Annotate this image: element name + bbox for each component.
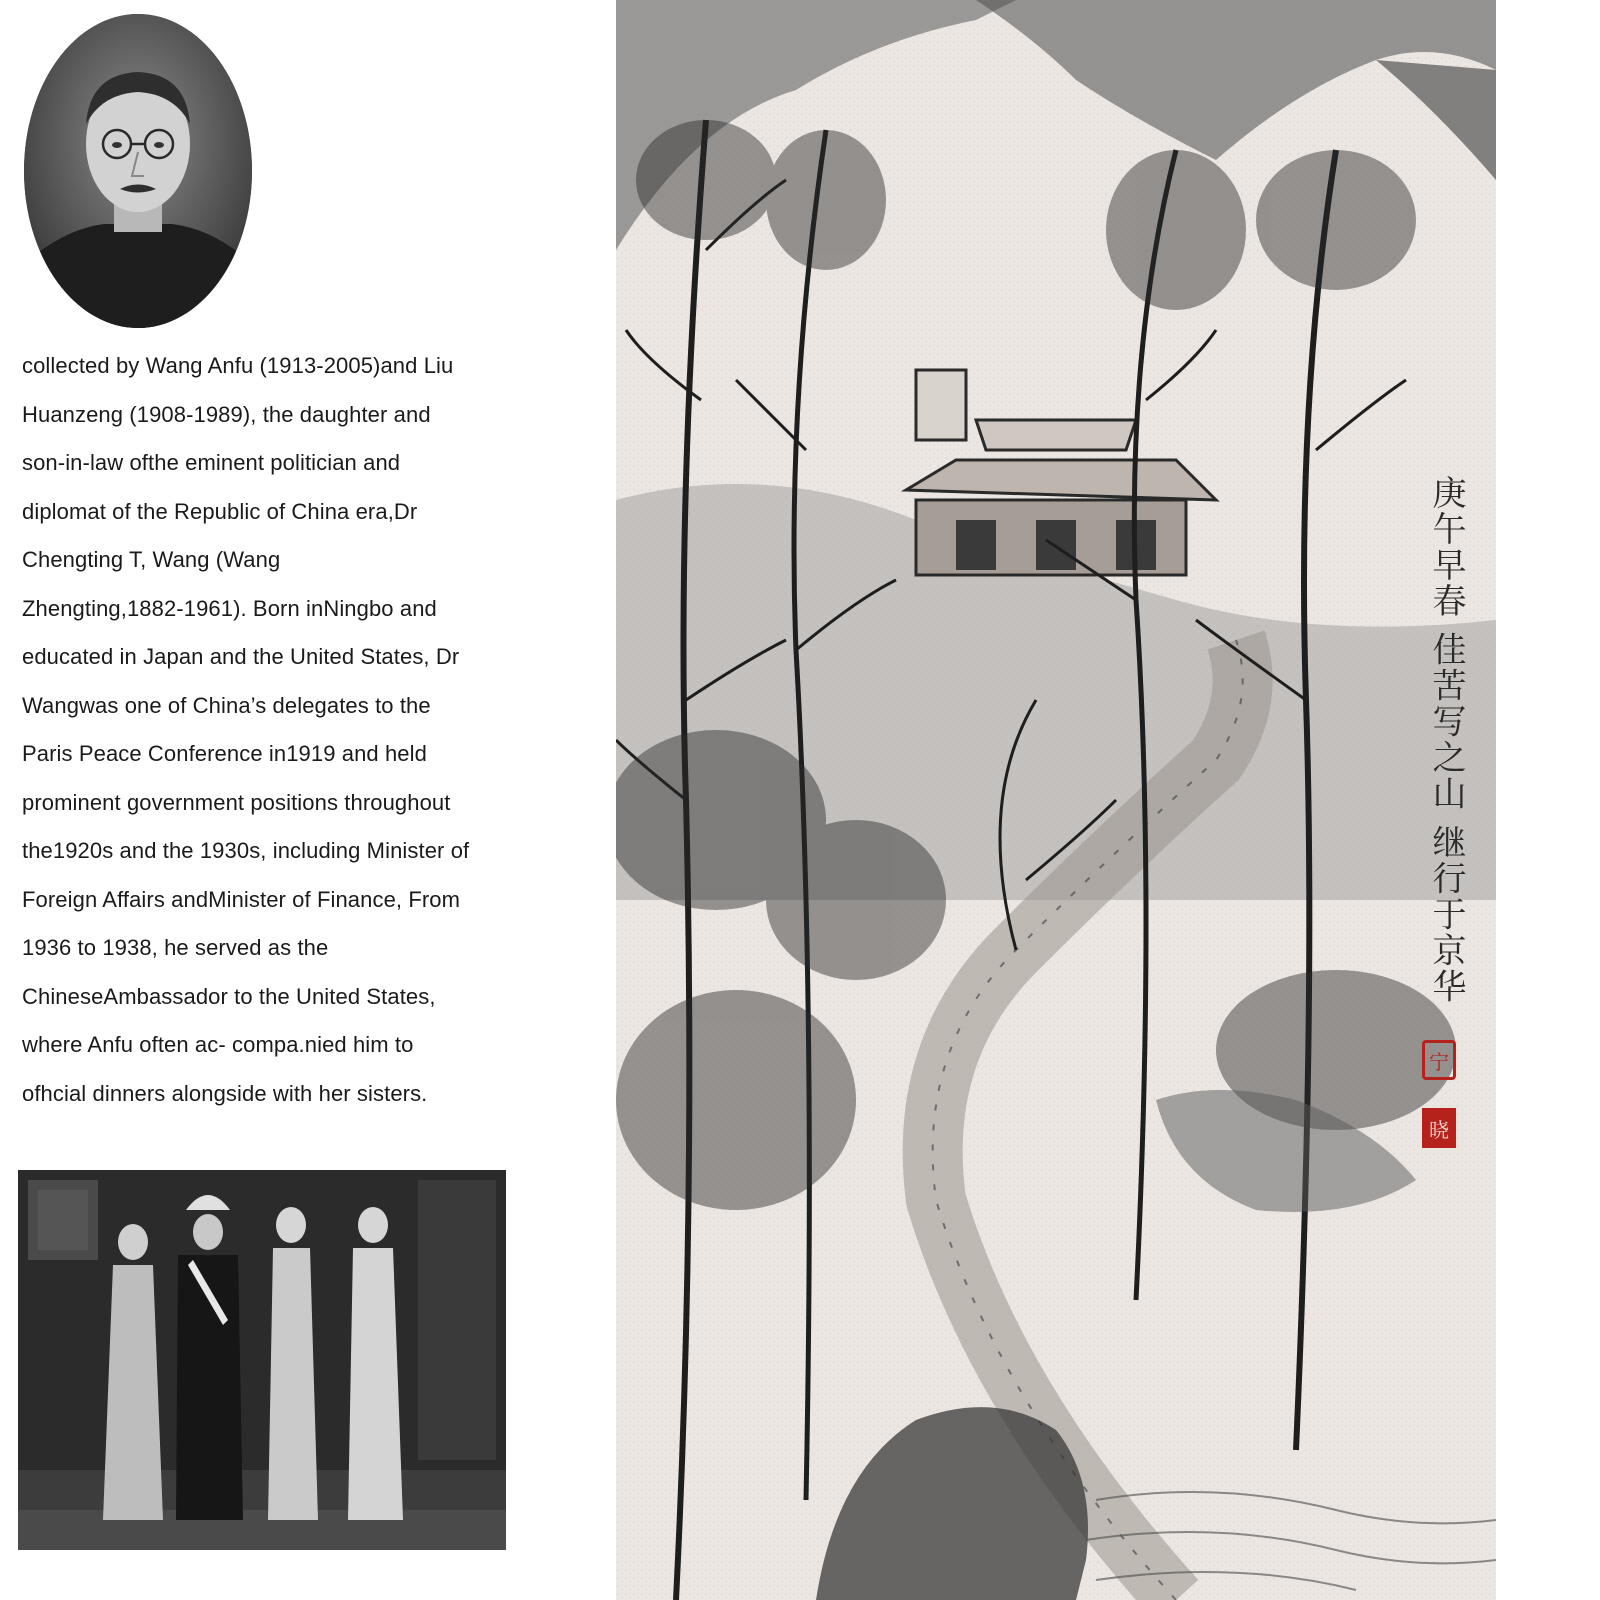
bio-line: diplomat of the Republic of China era,Dr [22,498,418,524]
bio-line: 1936 to 1938, he served as the [22,935,329,960]
landscape-painting [616,0,1496,1600]
artist-seal-2: 晓 [1422,1108,1456,1148]
portrait-photo [24,14,252,328]
bio-line: Wangwas one of China’s delegates to the [22,692,431,718]
bio-line: Chengting T, Wang (Wang [22,547,281,572]
bio-line: Paris Peace Conference in1919 and held [22,741,427,766]
artist-seal-1: 宁 [1422,1040,1456,1080]
bio-line: Huanzeng (1908-1989), the daughter and [22,401,431,427]
biography-text [22,342,522,1118]
group-photo [18,1170,506,1550]
bio-line: Foreign Affairs andMinister of Finance, From [22,886,461,912]
bio-line: educated in Japan and the United States, Dr [22,644,460,669]
bio-line: son-in-law ofthe eminent politician and [22,450,401,475]
bio-line: ChineseAmbassador to the United States, [22,983,436,1009]
bio-line: ofhcial dinners alongside with her sisters. [22,1080,428,1106]
calligraphy-inscription: 庚午早春 佳苦写之山 继行于京华 [1426,475,1466,1005]
bio-line: Zhengting,1882-1961). Born inNingbo and [22,595,437,621]
bio-line: prominent government positions throughout [22,789,451,815]
bio-line: where Anfu often ac- compa.nied him to [22,1032,414,1057]
bio-line: collected by Wang Anfu (1913-2005)and Liu [22,353,454,378]
bio-line: the1920s and the 1930s, including Minister of [22,838,470,863]
